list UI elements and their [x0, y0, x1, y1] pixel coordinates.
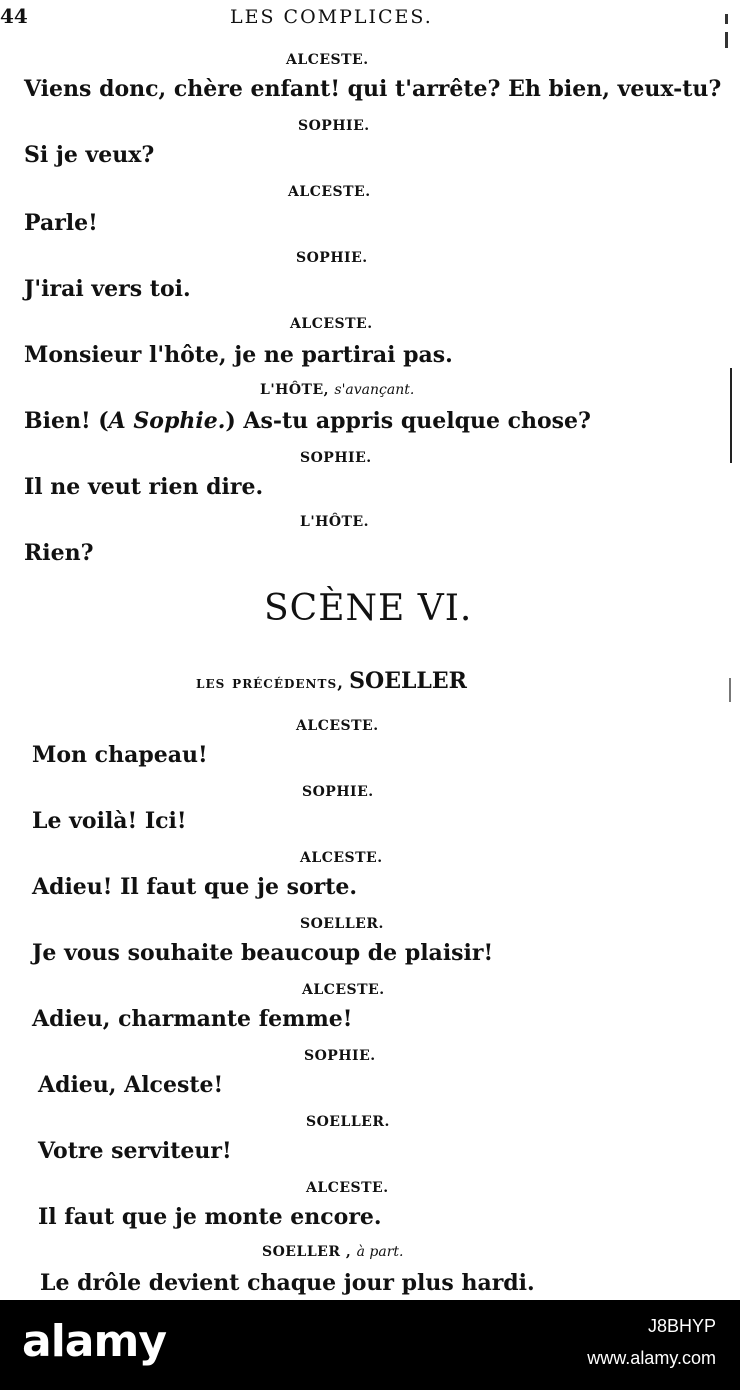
speaker-name: ALCESTE. — [296, 718, 379, 734]
margin-rule — [730, 368, 732, 463]
cast-prefix: les précédents, — [196, 673, 345, 693]
dialogue-line: Il faut que je monte encore. — [38, 1204, 382, 1230]
image-id: J8BHYP — [647, 1316, 716, 1336]
dialogue-line — [24, 408, 591, 434]
running-head: LES COMPLICES. — [230, 6, 433, 28]
scene-cast — [196, 668, 467, 694]
speaker-name: ALCESTE. — [288, 184, 371, 200]
watermark-url: www.alamy.com — [587, 1348, 716, 1368]
speaker-name: SOPHIE. — [302, 784, 374, 800]
scene-title: SCÈNE VI. — [264, 588, 473, 629]
dialogue-line: Parle! — [24, 210, 98, 236]
dialogue-line: J'irai vers toi. — [24, 276, 191, 302]
dialogue-line: Adieu, Alceste! — [38, 1072, 224, 1098]
speaker-name: ALCESTE. — [302, 982, 385, 998]
speaker-name: L'HÔTE. — [300, 514, 370, 530]
dialogue-line: Si je veux? — [24, 142, 155, 168]
stage-direction: à part. — [356, 1244, 404, 1260]
speaker-name: L'HÔTE, — [260, 382, 330, 398]
dialogue-line: Rien? — [24, 540, 94, 566]
margin-marks — [724, 14, 730, 50]
speaker-name: ALCESTE. — [290, 316, 373, 332]
speaker-name: SOELLER. — [306, 1114, 390, 1130]
speaker-name: SOELLER , — [262, 1244, 352, 1260]
speaker-name: SOPHIE. — [298, 118, 370, 134]
dialogue-line: Adieu! Il faut que je sorte. — [32, 874, 358, 900]
dialogue-line: Monsieur l'hôte, je ne partirai pas. — [24, 342, 453, 368]
dialogue-line: Adieu, charmante femme! — [32, 1006, 353, 1032]
speaker-with-stage-direction — [260, 382, 414, 398]
inline-stage-direction: A Sophie. — [108, 408, 226, 434]
dialogue-line: Le voilà! Ici! — [32, 808, 187, 834]
speaker-name: ALCESTE. — [286, 52, 369, 68]
speaker-name: ALCESTE. — [300, 850, 383, 866]
speaker-name: SOPHIE. — [296, 250, 368, 266]
alamy-logo: alamy — [22, 1316, 166, 1367]
watermark-banner — [0, 1300, 740, 1390]
speaker-name: SOPHIE. — [304, 1048, 376, 1064]
speaker-name: SOPHIE. — [300, 450, 372, 466]
cast-name: SOELLER — [349, 668, 467, 694]
dialogue-line: Je vous souhaite beaucoup de plaisir! — [32, 940, 494, 966]
dialogue-line: Viens donc, chère enfant! qui t'arrête? Eh bien, veux-tu? — [24, 76, 722, 102]
speaker-with-stage-direction — [262, 1244, 403, 1260]
dialogue-line: Il ne veut rien dire. — [24, 474, 264, 500]
speaker-name: SOELLER. — [300, 916, 384, 932]
page-number: 44 — [0, 4, 28, 28]
speaker-name: ALCESTE. — [306, 1180, 389, 1196]
margin-speck — [729, 678, 731, 702]
stage-direction: s'avançant. — [334, 382, 415, 398]
dialogue-text: Bien! ( — [24, 408, 109, 434]
dialogue-line: Le drôle devient chaque jour plus hardi. — [40, 1270, 535, 1296]
dialogue-text: ) As-tu appris quelque chose? — [225, 408, 591, 434]
dialogue-line: Mon chapeau! — [32, 742, 208, 768]
dialogue-line: Votre serviteur! — [38, 1138, 232, 1164]
